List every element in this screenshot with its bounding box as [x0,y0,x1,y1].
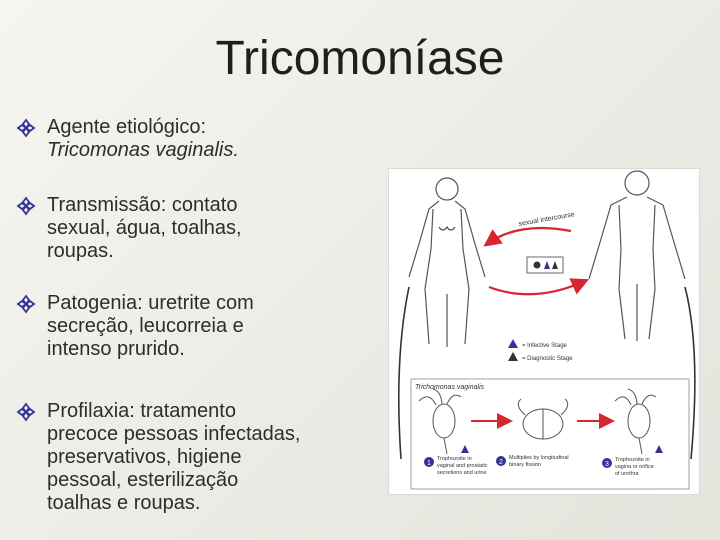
middle-cycle-arrow [489,281,585,294]
bullet-line: sexual, água, toalhas, [47,217,242,239]
bullet-line: precoce pessoas infectadas, [47,423,301,445]
diamond-bullet-icon [16,196,36,216]
male-figure-icon [589,171,685,341]
diamond-bullet-icon [16,294,36,314]
diamond-bullet-icon [16,118,36,138]
stage-1-caption-line: vaginal and prostatic [437,463,488,469]
bullet-line: secreção, leucorreia e [47,315,244,337]
svg-text:3: 3 [605,461,609,468]
bullet-line: roupas. [47,240,114,262]
stage-2-caption-line: Multiplies by longitudinal [509,455,569,461]
stage-3-caption-line: of urethra [615,471,639,477]
svg-text:2: 2 [499,459,503,466]
legend-infective: = Infective Stage [522,343,567,349]
life-cycle-diagram [389,169,699,494]
stage-number-2 [496,456,506,466]
bullet-line: toalhas e roupas. [47,492,201,514]
bullet-item-transmission [16,194,242,263]
svg-text:1: 1 [427,460,431,467]
stage-1-caption-line: secretions and urine [437,470,487,476]
stage-3-caption-line: vagina or orifice [615,464,654,470]
bullet-item-agent [16,116,239,162]
top-arrow-label: sexual intercourse [518,211,576,228]
bullet-line: Transmissão: contato [47,194,238,216]
female-figure-icon [409,178,485,347]
bullet-line: pessoal, esterilização [47,469,239,491]
stage-number-1 [424,457,434,467]
stage-1-caption-line: Trophozoite in [437,456,472,462]
diamond-bullet-icon [16,402,36,422]
bullet-line: Profilaxia: tratamento [47,400,236,422]
stage-3-caption-line: Trophozoite in [615,457,650,463]
stage-number-3 [602,458,612,468]
life-cycle-figure [388,168,700,495]
bullet-line: intenso prurido. [47,338,185,360]
bullet-item-pathogenesis [16,292,254,361]
stage-2-caption-line: binary fission [509,462,542,468]
slide-title: Tricomoníase [215,32,505,85]
bullet-line: Agente etiológico: [47,116,207,138]
legend [508,339,573,362]
infective-stage-icon [508,339,518,348]
top-cycle-arrow [487,228,571,244]
stage-box-title: Trichomonas vaginalis [415,384,485,391]
bullet-line: preservativos, higiene [47,446,242,468]
diagnostic-stage-icon [508,352,518,361]
bullet-line: Tricomonas vaginalis. [47,139,239,161]
stage-marker-box [527,257,563,273]
legend-diagnostic: = Diagnostic Stage [522,356,573,362]
left-return-arc [399,287,409,459]
bullet-item-prophylaxis [16,400,301,515]
bullet-line: Patogenia: uretrite com [47,292,254,314]
